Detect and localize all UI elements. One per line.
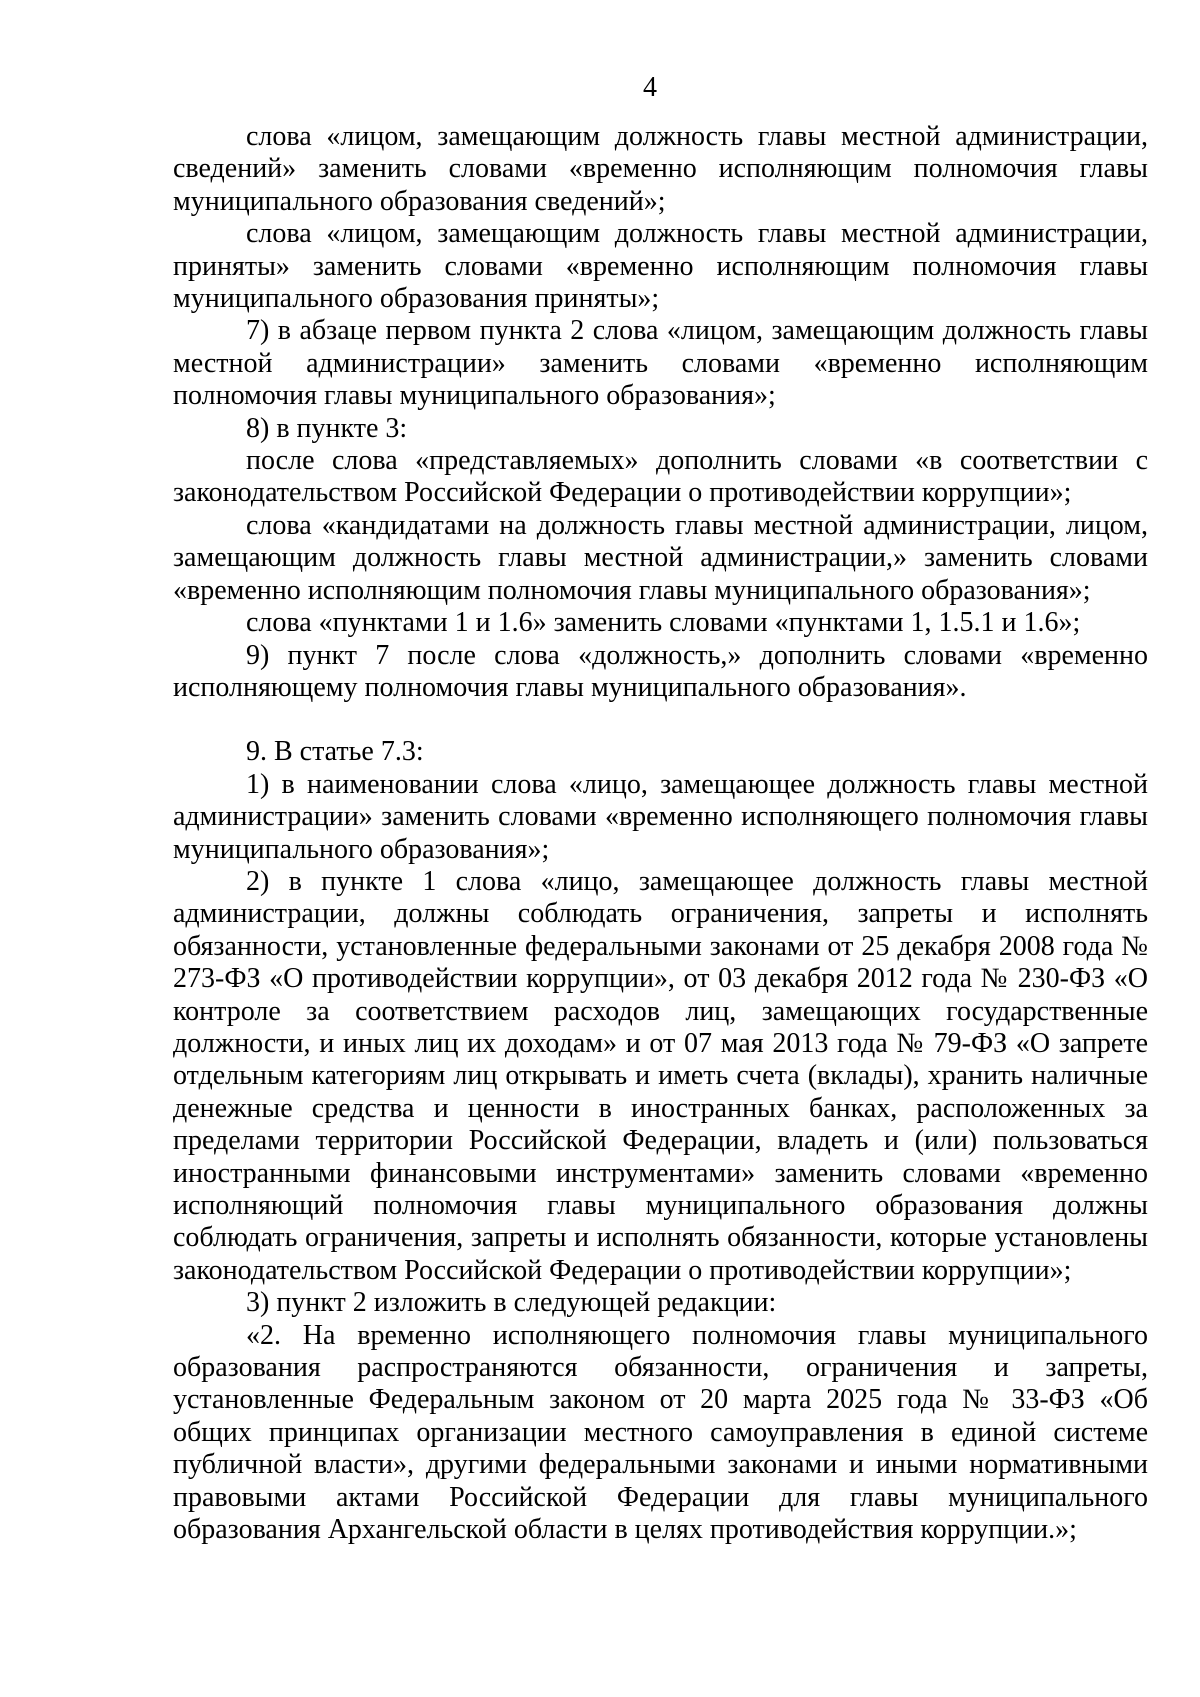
paragraph: 1) в наименовании слова «лицо, замещающее должность главы местной администрации» заменить словами «временно исполняющего полномочия главы муниципального образования»;	[173, 768, 1148, 865]
paragraph: слова «лицом, замещающим должность главы местной администрации, сведений» заменить словами «временно исполняющим полномочия главы муниципального образования сведений»;	[173, 121, 1148, 217]
paragraph: слова «лицом, замещающим должность главы местной администрации, приняты» заменить словами «временно исполняющим полномочия главы муниципального образования приняты»;	[173, 218, 1148, 315]
paragraph: после слова «представляемых» дополнить словами «в соответствии с законодательством Российской Федерации о противодействии коррупции»;	[173, 445, 1148, 509]
paragraph: 3) пункт 2 изложить в следующей редакции:	[246, 1287, 777, 1319]
page-number: 4	[643, 72, 657, 103]
document-body	[173, 121, 1148, 1546]
paragraph: 2) в пункте 1 слова «лицо, замещающее должность главы местной администрации, должны соблюдать ограничения, запреты и исполнять обязанности, установленные федеральными законами от 25 декабря 2008 года № 273-ФЗ «О противодействии коррупции», от 03 декабря 2012 года № 230-ФЗ «О контроле за соответствием расходов лиц, замещающих государственные должности, и иных лиц их доходам» и от 07 мая 2013 года № 79-ФЗ «О запрете отдельным категориям лиц открывать и иметь счета (вклады), хранить наличные денежные средства и ценности в иностранных банках, расположенных за пределами территории Российской Федерации, владеть и (или) пользоваться иностранными финансовыми инструментами» заменить словами «временно исполняющий полномочия главы муниципального образования должны соблюдать ограничения, запреты и исполнять обязанности, которые установлены законодательством Российской Федерации о противодействии коррупции»;	[173, 865, 1148, 1286]
section-heading: 9. В статье 7.3:	[246, 736, 424, 768]
paragraph: 9) пункт 7 после слова «должность,» дополнить словами «временно исполняющему полномочия главы муниципального образования».	[173, 639, 1148, 703]
paragraph: «2. На временно исполняющего полномочия главы муниципального образования распространяются обязанности, ограничения и запреты, установленные Федеральным законом от 20 марта 2025 года № 33-ФЗ «Об общих принципах организации местного самоуправления в единой системе публичной власти», другими федеральными законами и иными нормативными правовыми актами Российской Федерации для главы муниципального образования Архангельской области в целях противодействия коррупции.»;	[173, 1319, 1148, 1546]
paragraph: слова «кандидатами на должность главы местной администрации, лицом, замещающим должность главы местной администрации,» заменить словами «временно исполняющим полномочия главы муниципального образования»;	[173, 509, 1148, 606]
paragraph: слова «пунктами 1 и 1.6» заменить словами «пунктами 1, 1.5.1 и 1.6»;	[246, 607, 1081, 639]
paragraph: 8) в пункте 3:	[246, 412, 408, 444]
paragraph: 7) в абзаце первом пункта 2 слова «лицом, замещающим должность главы местной администрации» заменить словами «временно исполняющим полномочия главы муниципального образования»;	[173, 315, 1148, 412]
